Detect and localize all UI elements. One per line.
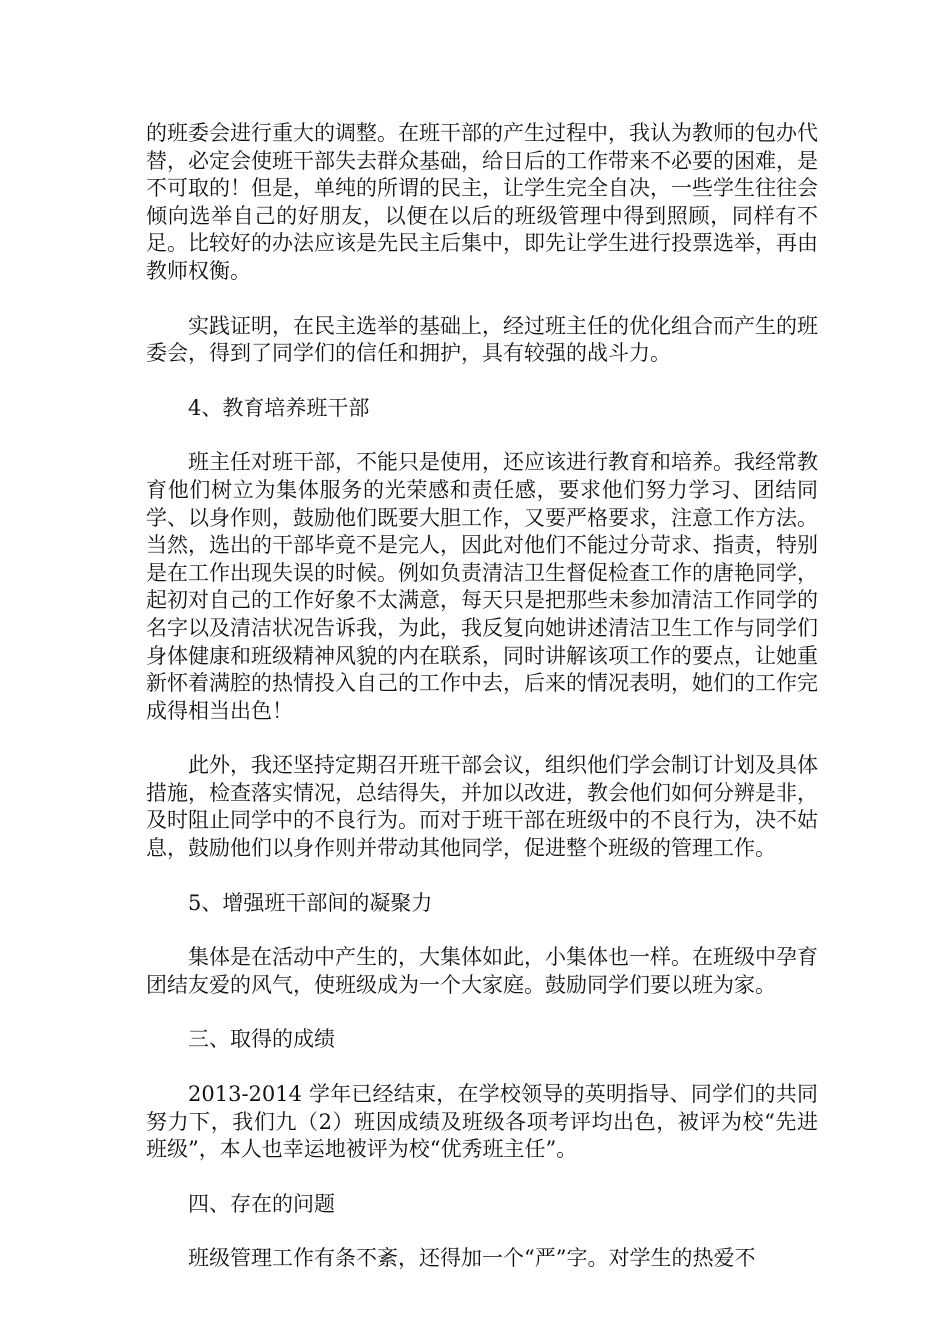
paragraph-cohesion: 集体是在活动中产生的，大集体如此，小集体也一样。在班级中孕育团结友爱的风气，使班级成为一个大家庭。鼓励同学们要以班为家。 <box>146 945 818 997</box>
section-heading-problems: 四、存在的问题 <box>188 1191 335 1216</box>
paragraph-class-committee-adjustment: 的班委会进行重大的调整。在班干部的产生过程中，我认为教师的包办代替，必定会使班干部失去群众基础，给日后的工作带来不必要的困难，是不可取的！但是，单纯的所谓的民主，让学生完全自决，一些学生往往会倾向选举自己的好朋友，以便在以后的班级管理中得到照顾，同样有不足。比较好的办法应该是先民主后集中，即先让学生进行投票选举，再由教师权衡。 <box>146 121 818 283</box>
paragraph-problems: 班级管理工作有条不紊，还得加一个“严”字。对学生的热爱不 <box>188 1246 756 1271</box>
paragraph-practice-proves: 实践证明，在民主选举的基础上，经过班主任的优化组合而产生的班委会，得到了同学们的信任和拥护，具有较强的战斗力。 <box>146 313 818 366</box>
paragraph-cadre-meetings: 此外，我还坚持定期召开班干部会议，组织他们学会制订计划及具体措施，检查落实情况，总结得失，并加以改进，教会他们如何分辨是非，及时阻止同学中的不良行为。而对于班干部在班级中的不良行为，决不姑息，鼓励他们以身作则并带动其他同学，促进整个班级的管理工作。 <box>146 753 818 861</box>
paragraph-achievements: 2013-2014 学年已经结束，在学校领导的英明指导、同学们的共同努力下，我们九（2）班因成绩及班级各项考评均出色，被评为校“先进班级”，本人也幸运地被评为校“优秀班主任”。 <box>146 1082 818 1162</box>
document-page <box>146 120 818 1300</box>
section-heading-educate-cadres: 4、教育培养班干部 <box>188 395 370 420</box>
section-heading-cohesion: 5、增强班干部间的凝聚力 <box>188 890 433 915</box>
section-heading-achievements: 三、取得的成绩 <box>188 1027 335 1052</box>
paragraph-educate-cadres: 班主任对班干部，不能只是使用，还应该进行教育和培养。我经常教育他们树立为集体服务的光荣感和责任感，要求他们努力学习、团结同学、以身作则，鼓励他们既要大胆工作，又要严格要求，注意工作方法。当然，选出的干部毕竟不是完人，因此对他们不能过分苛求、指责，特别是在工作出现失误的时候。例如负责清洁卫生督促检查工作的唐艳同学，起初对自己的工作好象不太满意，每天只是把那些未参加清洁工作同学的名字以及清洁状况告诉我，为此，我反复向她讲述清洁卫生工作与同学们身体健康和班级精神风貌的内在联系，同时讲解该项工作的要点，让她重新怀着满腔的热情投入自己的工作中去，后来的情况表明，她们的工作完成得相当出色！ <box>146 450 818 723</box>
